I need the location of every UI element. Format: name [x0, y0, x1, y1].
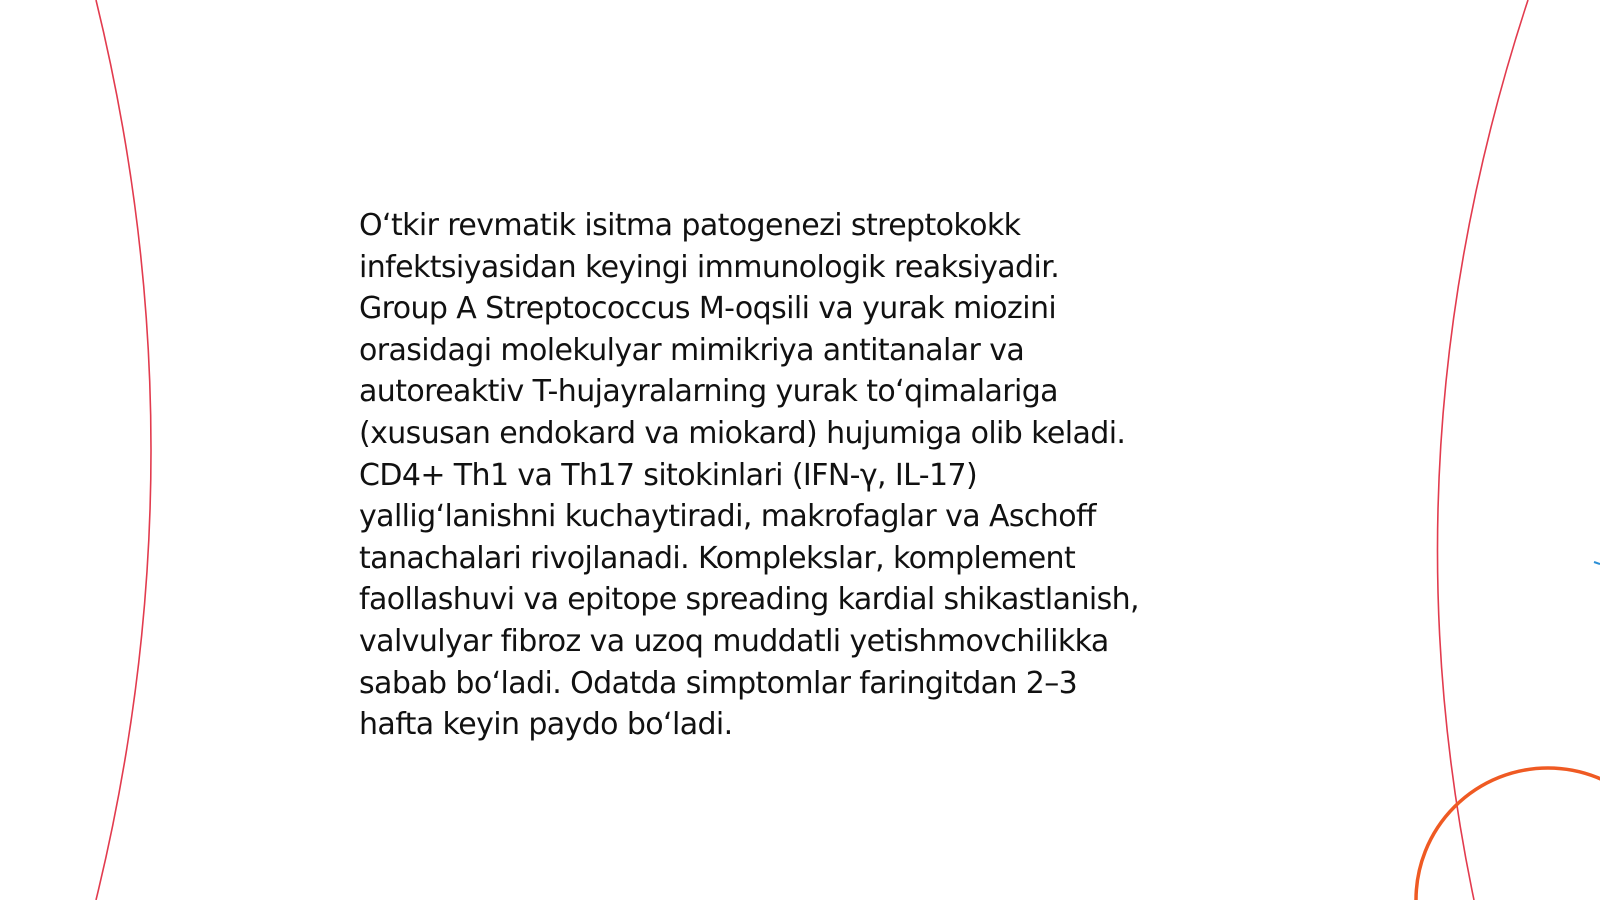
body-line: (xususan endokard va miokard) hujumiga olib keladi. — [359, 415, 1126, 451]
left-curve — [96, 0, 151, 900]
body-line: faollashuvi va epitope spreading kardial shikastlanish, — [359, 582, 1139, 618]
body-line: autoreaktiv T-hujayralarning yurak to‘qimalariga — [359, 374, 1058, 410]
body-line: sabab bo‘ladi. Odatda simptomlar faringitdan 2–3 — [359, 665, 1078, 701]
body-line: Group A Streptococcus M-oqsili va yurak miozini — [359, 291, 1057, 327]
body-line: CD4+ Th1 va Th17 sitokinlari (IFN-γ, IL-17) — [359, 457, 978, 493]
corner-arc — [1416, 768, 1600, 900]
body-line: yallig‘lanishni kuchaytiradi, makrofaglar va Aschoff — [359, 499, 1096, 535]
accent-tick — [1594, 562, 1600, 564]
body-line: tanachalari rivojlanadi. Komplekslar, komplement — [359, 540, 1076, 576]
body-paragraph — [359, 205, 1259, 746]
body-line: hafta keyin paydo bo‘ladi. — [359, 707, 733, 743]
body-line: infektsiyasidan keyingi immunologik reaksiyadir. — [359, 249, 1060, 285]
body-line: orasidagi molekulyar mimikriya antitanalar va — [359, 332, 1025, 368]
body-line: O‘tkir revmatik isitma patogenezi streptokokk — [359, 208, 1021, 243]
right-curve — [1437, 0, 1528, 900]
body-line: valvulyar fibroz va uzoq muddatli yetishmovchilikka — [359, 623, 1109, 659]
